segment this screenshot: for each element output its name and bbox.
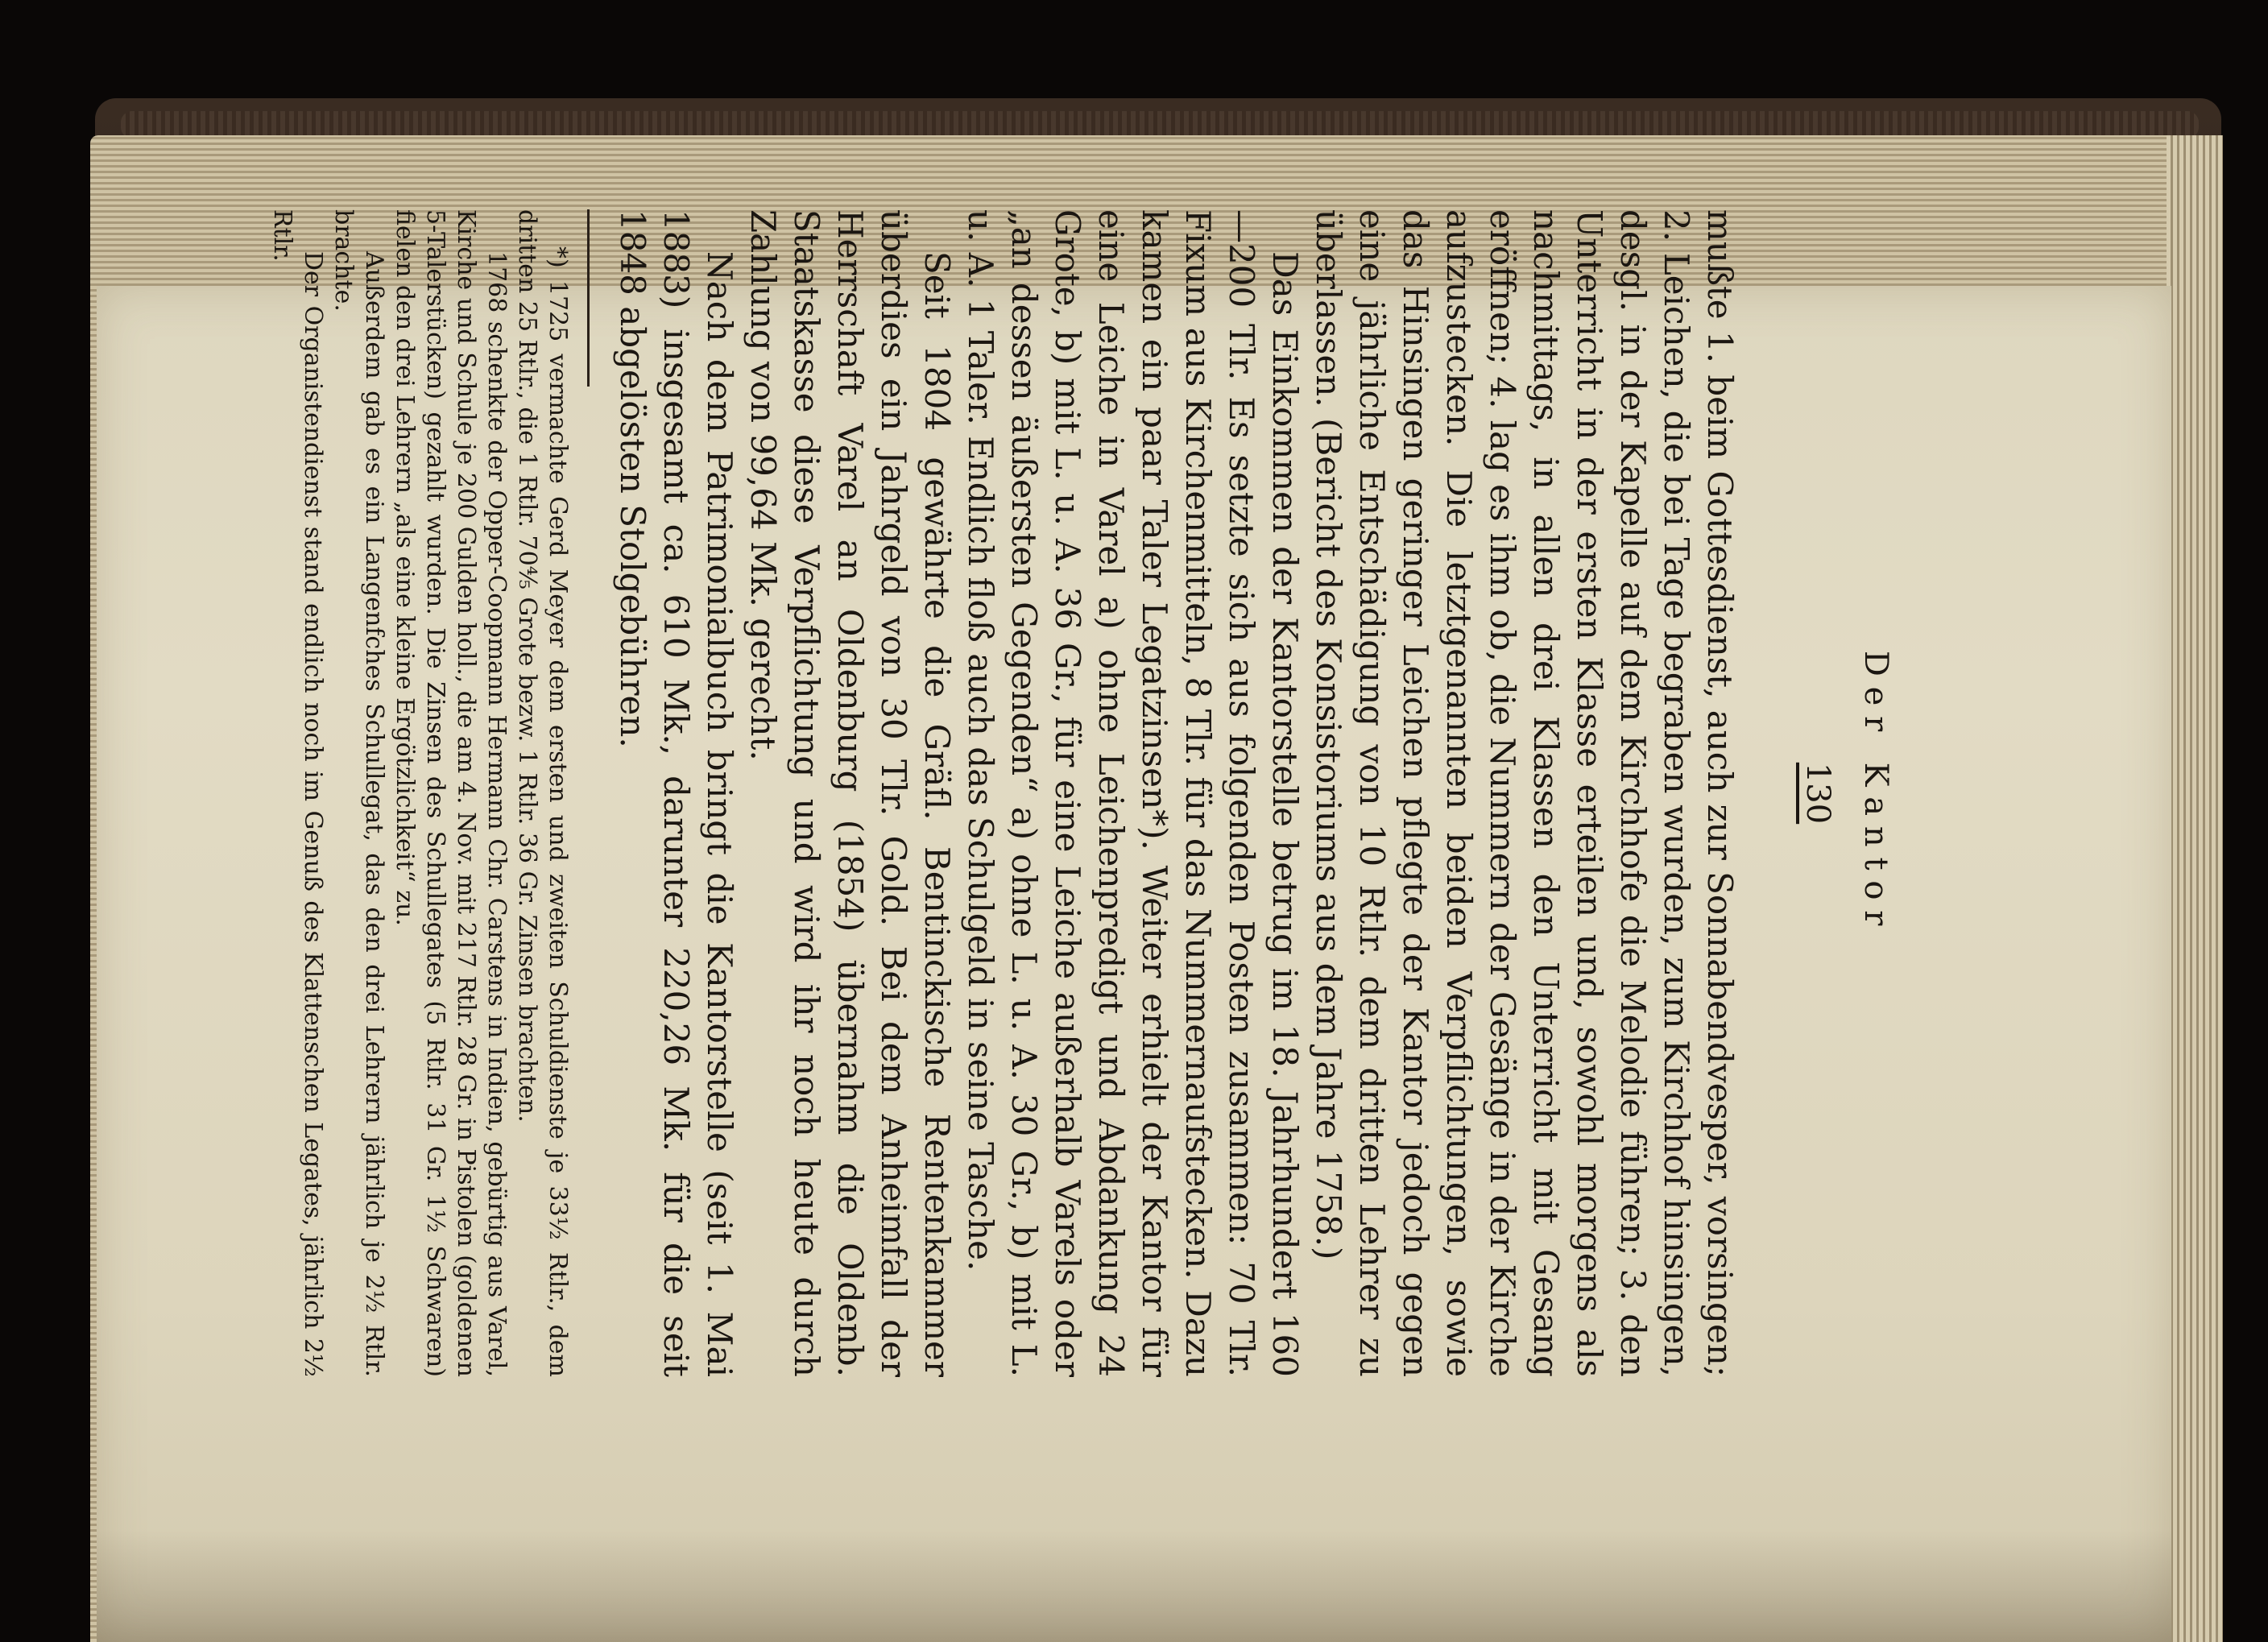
- paragraph: Seit 1804 gewährte die Gräfl. Bentinckische Rentenkammer überdies ein Jahrgeld von 30 Tlr. Gold. Bei dem Anheimfall der Herrschaft Varel an Oldenburg (1854) übernahm die Oldenb. Staatskasse diese Verpflichtung und wird ihr noch heute durch Zahlung von 99,64 Mk. gerecht.: [743, 209, 957, 1377]
- footnote-rule: [587, 209, 590, 387]
- paragraph: Das Einkommen der Kantorstelle betrug im 18. Jahrhundert 160—200 Tlr. Es setzte sich aus folgenden Posten zusammen: 70 Tlr. Fixum aus Kirchenmitteln, 8 Tlr. für das Nummernaufstecken. Dazu kamen ein paar Taler Legatzinsen*). Weiter erhielt der Kantor für eine Leiche in Varel a) ohne Leichenpredigt und Abdankung 24 Grote, b) mit L. u. A. 36 Gr., für eine Leiche außerhalb Varels oder „an dessen äußersten Gegenden“ a) ohne L. u. A. 30 Gr., b) mit L. u. A. 1 Taler. Endlich floß auch das Schulgeld in seine Tasche.: [961, 209, 1305, 1377]
- page-body: [267, 209, 1741, 1377]
- page-number: 130: [1799, 762, 1836, 825]
- book-cover-edge: [121, 111, 2199, 139]
- footnotes: [267, 209, 573, 1377]
- running-head: Der Kantor: [1857, 650, 1894, 937]
- footnote: Außerdem gab es ein Langenfches Schullegat, das den drei Lehrern jährlich je 2½ Rtlr. brachte.: [329, 209, 388, 1377]
- paragraph: Nach dem Patrimonialbuch bringt die Kantorstelle (seit 1. Mai 1883) insgesamt ca. 610 Mk., darunter 220,26 Mk. für die seit 1848 abgelösten Stolgebühren.: [613, 209, 739, 1377]
- paragraph: mußte 1. beim Gottesdienst, auch zur Sonnabendvesper, vorsingen; 2. Leichen, die bei Tage begraben wurden, zum Kirchhof hinsingen, desgl. in der Kapelle auf dem Kirchhofe die Melodie führen; 3. den Unterricht in der ersten Klasse erteilen und, sowohl morgens als nachmittags, in allen drei Klassen den Unterricht mit Gesang eröffnen; 4. lag es ihm ob, die Nummern der Gesänge in der Kirche aufzustecken. Die letztgenannten beiden Verpflichtungen, sowie das Hinsingen geringer Leichen pflegte der Kantor jedoch gegen eine jährliche Entschädigung von 10 Rtlr. dem dritten Lehrer zu überlassen. (Bericht des Konsistoriums aus dem Jahre 1758.): [1309, 209, 1740, 1377]
- page-gutter-shadow: [97, 1530, 2171, 1642]
- page-stack-fore-edge: [2167, 135, 2223, 1642]
- footnote: *) 1725 vermachte Gerd Meyer dem ersten und zweiten Schuldienste je 33½ Rtlr., dem dritten 25 Rtlr., die 1 Rtlr. 70⅘ Grote bezw. 1 Rtlr. 36 Gr. Zinsen brachten.: [513, 209, 572, 1377]
- footnote: Der Organistendienst stand endlich noch im Genuß des Klattenschen Legates, jährlich 2½ Rtlr.: [268, 209, 327, 1377]
- page-text-block: [219, 209, 1894, 1377]
- footnote: 1768 schenkte der Opper-Coopmann Hermann Chr. Carstens in Indien, gebürtig aus Varel, Kirche und Schule je 200 Gulden holl., die am 4. Nov. mit 217 Rtlr. 28 Gr. in Pistolen (goldenen 5-Talerstücken) gezahlt wurden. Die Zinsen des Schullegates (5 Rtlr. 31 Gr. 1½ Schwaren) fielen den drei Lehrern „als eine kleine Ergötzlichkeit“ zu.: [391, 209, 511, 1377]
